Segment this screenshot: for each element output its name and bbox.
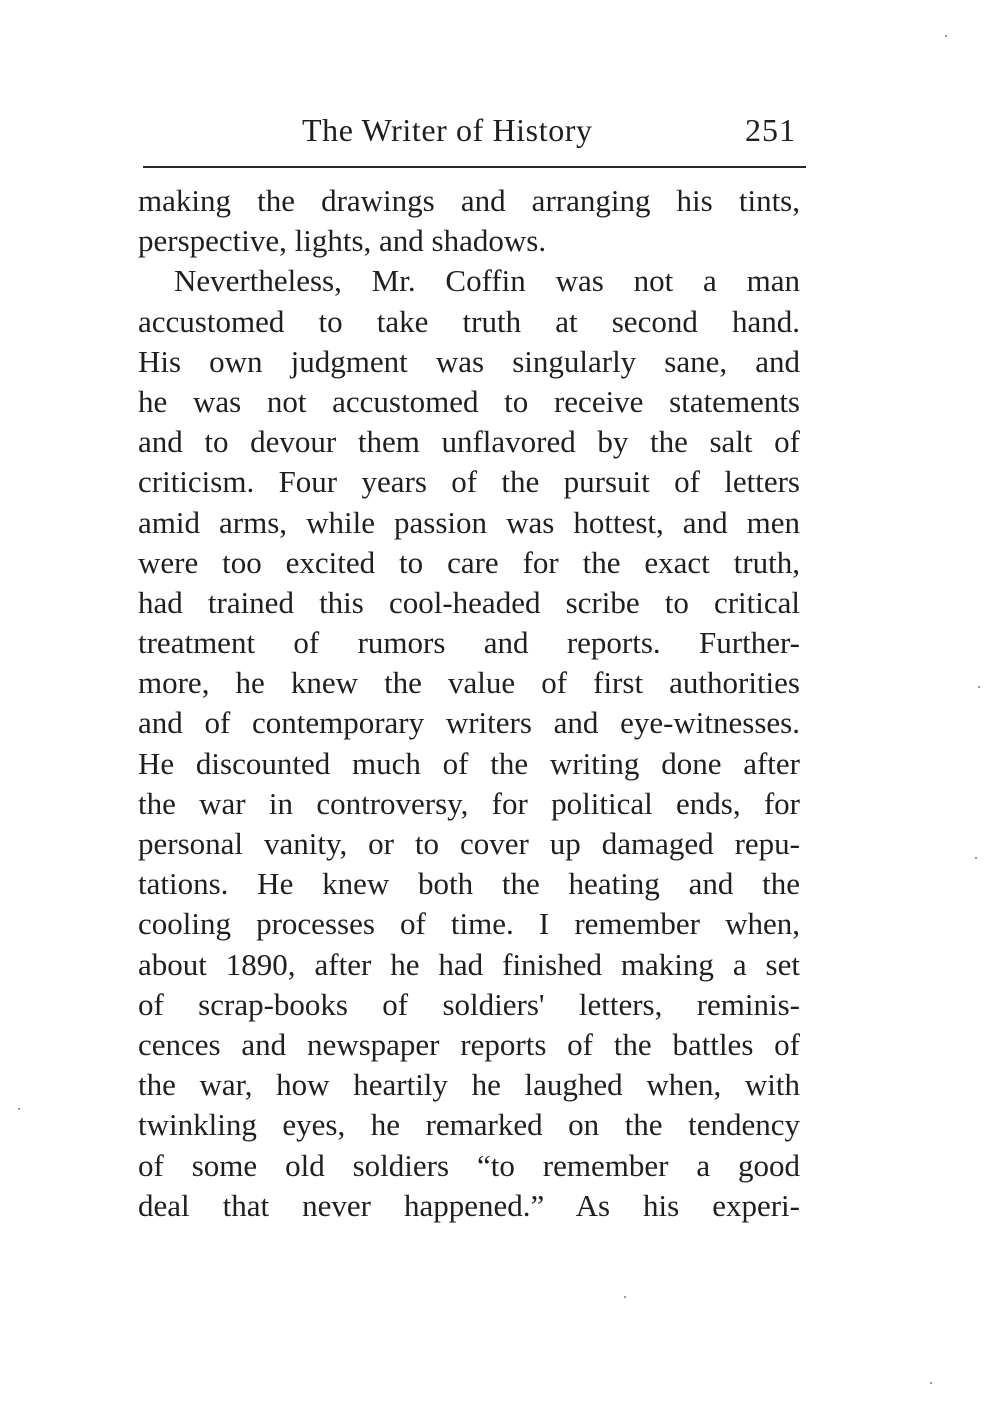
paper-speck [978,686,980,688]
text-line: amid arms, while passion was hottest, and men [138,504,800,540]
running-title: The Writer of History [302,112,593,148]
text-line: the war in controversy, for political ends, for [138,785,800,821]
paper-speck [18,1108,20,1110]
body-text [138,181,800,1226]
paper-speck [624,1296,626,1298]
text-line: deal that never happened.” As his experi- [138,1187,800,1223]
text-line: twinkling eyes, he remarked on the tendency [138,1107,800,1143]
running-head [140,112,804,160]
paper-speck [975,857,977,859]
text-line: making the drawings and arranging his tints, [138,183,800,218]
text-line: His own judgment was singularly sane, and [138,343,800,379]
text-line: tations. He knew both the heating and the [138,866,800,902]
page-number: 251 [745,112,796,148]
text-line: had trained this cool-headed scribe to critical [138,584,800,620]
text-line: Nevertheless, Mr. Coffin was not a man [174,263,800,299]
text-line: about 1890, after he had finished making a set [138,946,800,982]
text-line: more, he knew the value of first authorities [138,665,800,701]
text-line: He discounted much of the writing done after [138,745,800,781]
text-line: of some old soldiers “to remember a good [138,1147,800,1183]
paper-speck [930,1382,932,1384]
text-line: of scrap-books of soldiers' letters, reminis- [138,986,800,1022]
text-line: the war, how heartily he laughed when, with [138,1067,800,1103]
text-line: personal vanity, or to cover up damaged repu- [138,826,800,861]
paper-speck [945,35,947,37]
text-line: cooling processes of time. I remember when, [138,906,800,942]
text-line: cences and newspaper reports of the battles of [138,1026,800,1062]
text-line: treatment of rumors and reports. Further- [138,625,800,661]
text-line: accustomed to take truth at second hand. [138,303,800,339]
header-rule [143,166,806,168]
text-line: and to devour them unflavored by the salt of [138,424,800,460]
text-line: criticism. Four years of the pursuit of letters [138,464,800,500]
text-line: he was not accustomed to receive statements [138,383,800,419]
text-line: were too excited to care for the exact truth, [138,544,800,580]
text-line: perspective, lights, and shadows. [138,223,547,259]
text-line: and of contemporary writers and eye-witnesses. [138,705,800,741]
